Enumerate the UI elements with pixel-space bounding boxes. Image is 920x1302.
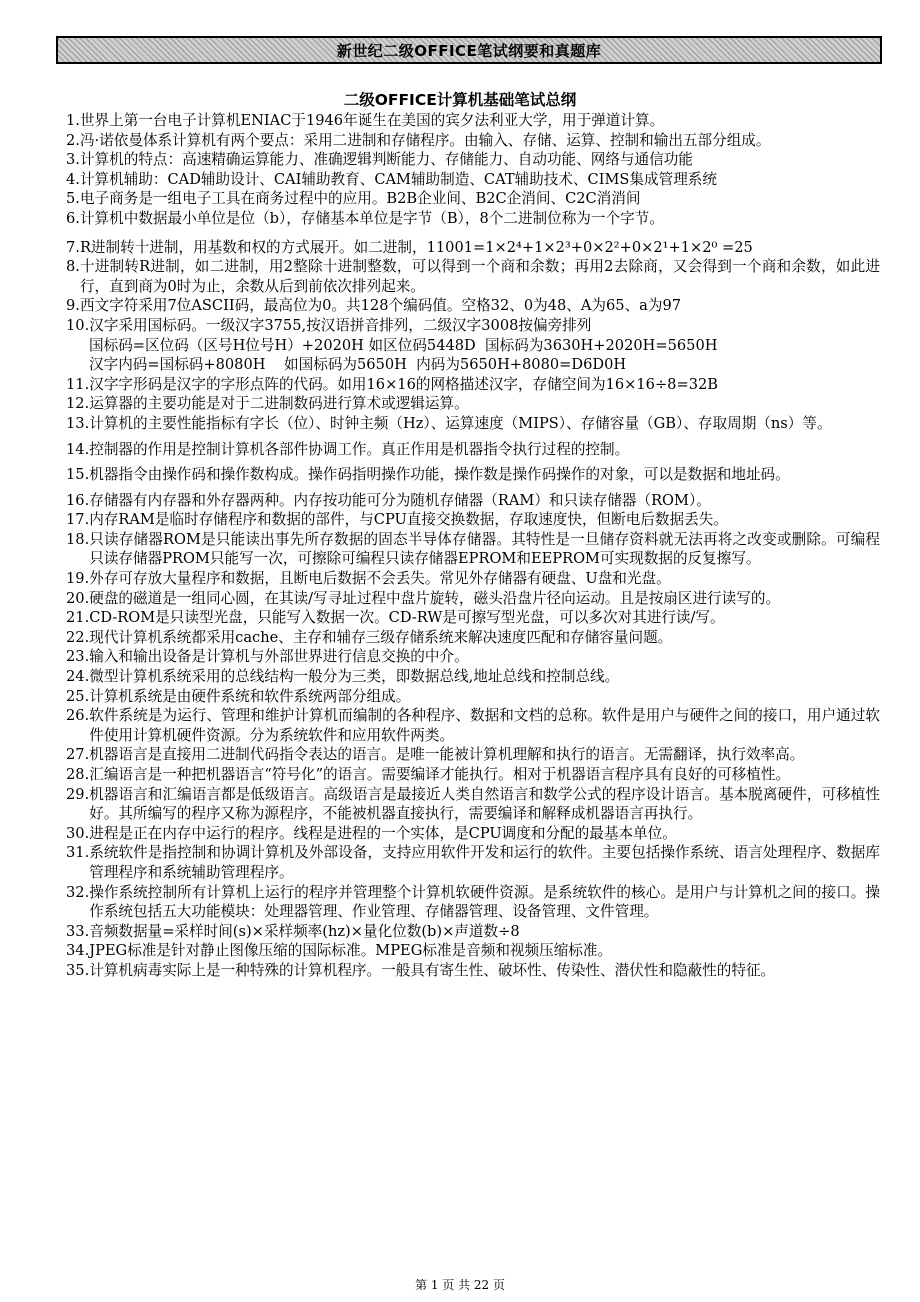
item-number: 16. — [66, 491, 90, 509]
item-text: 硬盘的磁道是一组同心圆，在其读/写寻址过程中盘片旋转，磁头沿盘片径向运动。且是按扇区进行读写的。 — [89, 589, 781, 607]
item-number: 18. — [66, 530, 90, 548]
item-number: 4. — [66, 170, 80, 188]
list-item — [66, 257, 880, 296]
item-text: 计算机系统是由硬件系统和软件系统两部分组成。 — [89, 687, 411, 705]
item-text: 软件系统是为运行、管理和维护计算机而编制的各种程序、数据和文档的总称。软件是用户与硬件之间的接口，用户通过软件使用计算机硬件资源。分为系统软件和应用软件两类。 — [89, 707, 880, 744]
list-item — [66, 785, 880, 824]
item-text: 计算机病毒实际上是一种特殊的计算机程序。一般具有寄生性、破坏性、传染性、潜伏性和隐蔽性的特征。 — [89, 961, 776, 979]
list-item — [66, 628, 880, 648]
item-number: 27. — [66, 746, 90, 764]
item-number: 24. — [66, 668, 90, 686]
list-item — [66, 589, 880, 609]
item-number: 31. — [66, 844, 90, 862]
list-item — [66, 414, 880, 434]
item-text: 外存可存放大量程序和数据，且断电后数据不会丢失。常见外存储器有硬盘、U盘和光盘。 — [89, 570, 671, 588]
list-item — [66, 745, 880, 765]
list-item — [66, 510, 880, 530]
item-text: 世界上第一台电子计算机ENIAC于1946年诞生在美国的宾夕法利亚大学，用于弹道计算。 — [79, 112, 665, 129]
list-item — [66, 296, 880, 316]
item-text: 汇编语言是一种把机器语言“符号化”的语言。需要编译才能执行。相对于机器语言程序具有良好的可移植性。 — [89, 766, 791, 783]
list-item — [66, 150, 880, 170]
document-title: 二级OFFICE计算机基础笔试总纲 — [343, 91, 577, 109]
list-item — [66, 608, 880, 628]
item-number: 6. — [66, 209, 80, 227]
item-text: 计算机的特点：高速精确运算能力、准确逻辑判断能力、存储能力、自动功能、网络与通信功能 — [79, 151, 693, 169]
item-text: JPEG标准是针对静止图像压缩的国际标准。MPEG标准是音频和视频压缩标准。 — [89, 942, 613, 960]
item-number: 28. — [66, 766, 90, 783]
item-text: 计算机中数据最小单位是位（b），存储基本单位是字节（B），8个二进制位称为一个字节。 — [79, 209, 664, 227]
list-item — [66, 170, 880, 190]
list-item — [66, 667, 880, 687]
item-number: 25. — [66, 687, 90, 705]
item-number: 3. — [66, 151, 80, 169]
list-item — [66, 238, 880, 258]
item-number: 10. — [66, 316, 90, 334]
item-number: 13. — [66, 414, 90, 432]
item-number: 5. — [66, 190, 80, 208]
list-item — [66, 394, 880, 414]
item-number: 30. — [66, 824, 90, 842]
item-number: 20. — [66, 589, 90, 607]
item-text: 输入和输出设备是计算机与外部世界进行信息交换的中介。 — [89, 648, 469, 666]
list-item — [66, 647, 880, 667]
item-number: 23. — [66, 648, 90, 666]
item-text: 微型计算机系统采用的总线结构一般分为三类，即数据总线,地址总线和控制总线。 — [89, 668, 620, 686]
list-item — [66, 824, 880, 844]
list-item — [66, 941, 880, 961]
list-item — [66, 465, 880, 485]
item-text: 机器指令由操作码和操作数构成。操作码指明操作功能，操作数是操作码操作的对象，可以是数据和地址码。 — [89, 466, 790, 484]
item-text: 进程是正在内存中运行的程序。线程是进程的一个实体，是CPU调度和分配的最基本单位。 — [89, 824, 677, 842]
item-text: 汉字采用国标码。一级汉字3755,按汉语拼音排列，二级汉字3008按偏旁排列 — [89, 316, 592, 334]
item-text: 机器语言是直接用二进制代码指令表达的语言。是唯一能被计算机理解和执行的语言。无需翻译，执行效率高。 — [89, 746, 805, 764]
item-number: 2. — [66, 131, 80, 149]
item-number: 33. — [66, 922, 90, 940]
list-item — [66, 131, 880, 151]
item-text: 只读存储器ROM是只能读出事先所存数据的固态半导体存储器。其特性是一旦储存资料就无法再将之改变或删除。可编程只读存储器PROM只能写一次，可擦除可编程只读存储器EPROM和EEPROM可实现数据的反复擦写。 — [89, 530, 880, 568]
item-text: R进制转十进制，用基数和权的方式展开。如二进制，11001=1×2⁴+1×2³+0×2²+0×2¹+1×2⁰ =25 — [79, 238, 753, 256]
list-item — [66, 569, 880, 589]
item-number: 7. — [66, 238, 80, 256]
item-text: 操作系统控制所有计算机上运行的程序并管理整个计算机软硬件资源。是系统软件的核心。是用户与计算机之间的接口。操作系统包括五大功能模块：处理器管理、作业管理、存储器管理、设备管理、文件管理。 — [89, 883, 880, 921]
item-number: 26. — [66, 707, 90, 725]
list-item — [66, 961, 880, 981]
item-number: 9. — [66, 297, 80, 315]
item-number: 35. — [66, 961, 90, 979]
list-item — [66, 491, 880, 511]
item-text: 机器语言和汇编语言都是低级语言。高级语言是最接近人类自然语言和数学公式的程序设计语言。基本脱离硬件，可移植性好。其所编写的程序又称为源程序，不能被机器直接执行，需要编译和解释成机器语言再执行。 — [89, 785, 880, 823]
item-number: 1. — [66, 112, 80, 129]
list-item — [66, 843, 880, 882]
item-text: 存储器有内存器和外存器两种。内存按功能可分为随机存储器（RAM）和只读存储器（ROM）。 — [89, 491, 711, 509]
item-number: 11. — [66, 375, 90, 393]
document-body — [66, 111, 880, 981]
header-banner — [56, 36, 882, 64]
list-item — [66, 111, 880, 131]
item-text: 计算机的主要性能指标有字长（位）、时钟主频（Hz）、运算速度（MIPS）、存储容量（GB）、存取周期（ns）等。 — [89, 414, 832, 432]
list-item — [66, 189, 880, 209]
item-number: 17. — [66, 511, 90, 529]
list-item — [66, 922, 880, 942]
item-number: 22. — [66, 628, 90, 646]
item-number: 19. — [66, 570, 90, 588]
item-text: 现代计算机系统都采用cache、主存和辅存三级存储系统来解决速度匹配和存储容量问题。 — [89, 628, 673, 646]
item-text: 系统软件是指控制和协调计算机及外部设备，支持应用软件开发和运行的软件。主要包括操作系统、语言处理程序、数据库管理程序和系统辅助管理程序。 — [89, 844, 880, 881]
item-text: 控制器的作用是控制计算机各部件协调工作。真正作用是机器指令执行过程的控制。 — [89, 440, 630, 458]
item-text: 西文字符采用7位ASCII码，最高位为0。共128个编码值。空格32、0为48、A为65、a为97 — [79, 297, 682, 315]
list-item — [66, 375, 880, 395]
list-item — [66, 440, 880, 460]
item-number: 15. — [66, 466, 90, 484]
item-text: 电子商务是一组电子工具在商务过程中的应用。B2B企业间、B2C企消间、C2C消消间 — [79, 190, 641, 208]
item-number: 29. — [66, 785, 90, 803]
item-10-detail: 国标码=区位码（区号H位号H）+2020H 如区位码5448D 国标码为3630H+2020H=5650H — [89, 336, 718, 354]
list-item — [66, 530, 880, 569]
item-number: 12. — [66, 395, 90, 413]
list-item — [66, 209, 880, 229]
item-text: 音频数据量=采样时间(s)×采样频率(hz)×量化位数(b)×声道数÷8 — [89, 922, 520, 940]
list-item — [66, 883, 880, 922]
list-item — [66, 765, 880, 785]
list-item — [66, 706, 880, 745]
item-text: 内存RAM是临时存储程序和数据的部件，与CPU直接交换数据，存取速度快，但断电后数据丢失。 — [89, 511, 728, 529]
list-item — [66, 687, 880, 707]
item-text: 十进制转R进制，如二进制，用2整除十进制整数，可以得到一个商和余数；再用2去除商，又会得到一个商和余数，如此进行，直到商为0时为止，余数从后到前依次排列起来。 — [79, 258, 880, 295]
item-number: 21. — [66, 609, 90, 627]
item-text: 汉字字形码是汉字的字形点阵的代码。如用16×16的网格描述汉字，存储空间为16×16÷8=32B — [89, 375, 718, 393]
item-number: 14. — [66, 440, 90, 458]
item-text: 冯·诺依曼体系计算机有两个要点：采用二进制和存储程序。由输入、存储、运算、控制和输出五部分组成。 — [79, 131, 771, 149]
item-text: 计算机辅助：CAD辅助设计、CAI辅助教育、CAM辅助制造、CAT辅助技术、CIMS集成管理系统 — [79, 170, 717, 188]
banner-title: 新世纪二级OFFICE笔试纲要和真题库 — [336, 41, 602, 60]
item-number: 32. — [66, 883, 90, 901]
item-10-detail: 汉字内码=国标码+8080H 如国标码为5650H 内码为5650H+8080=D6D0H — [89, 356, 627, 374]
item-number: 34. — [66, 942, 90, 960]
item-number: 8. — [66, 258, 80, 276]
list-item — [66, 316, 880, 336]
item-text: CD-ROM是只读型光盘，只能写入数据一次。CD-RW是可擦写型光盘，可以多次对其进行读/写。 — [89, 609, 725, 627]
item-text: 运算器的主要功能是对于二进制数码进行算术或逻辑运算。 — [89, 395, 469, 413]
page-footer: 第 1 页 共 22 页 — [415, 1278, 505, 1292]
